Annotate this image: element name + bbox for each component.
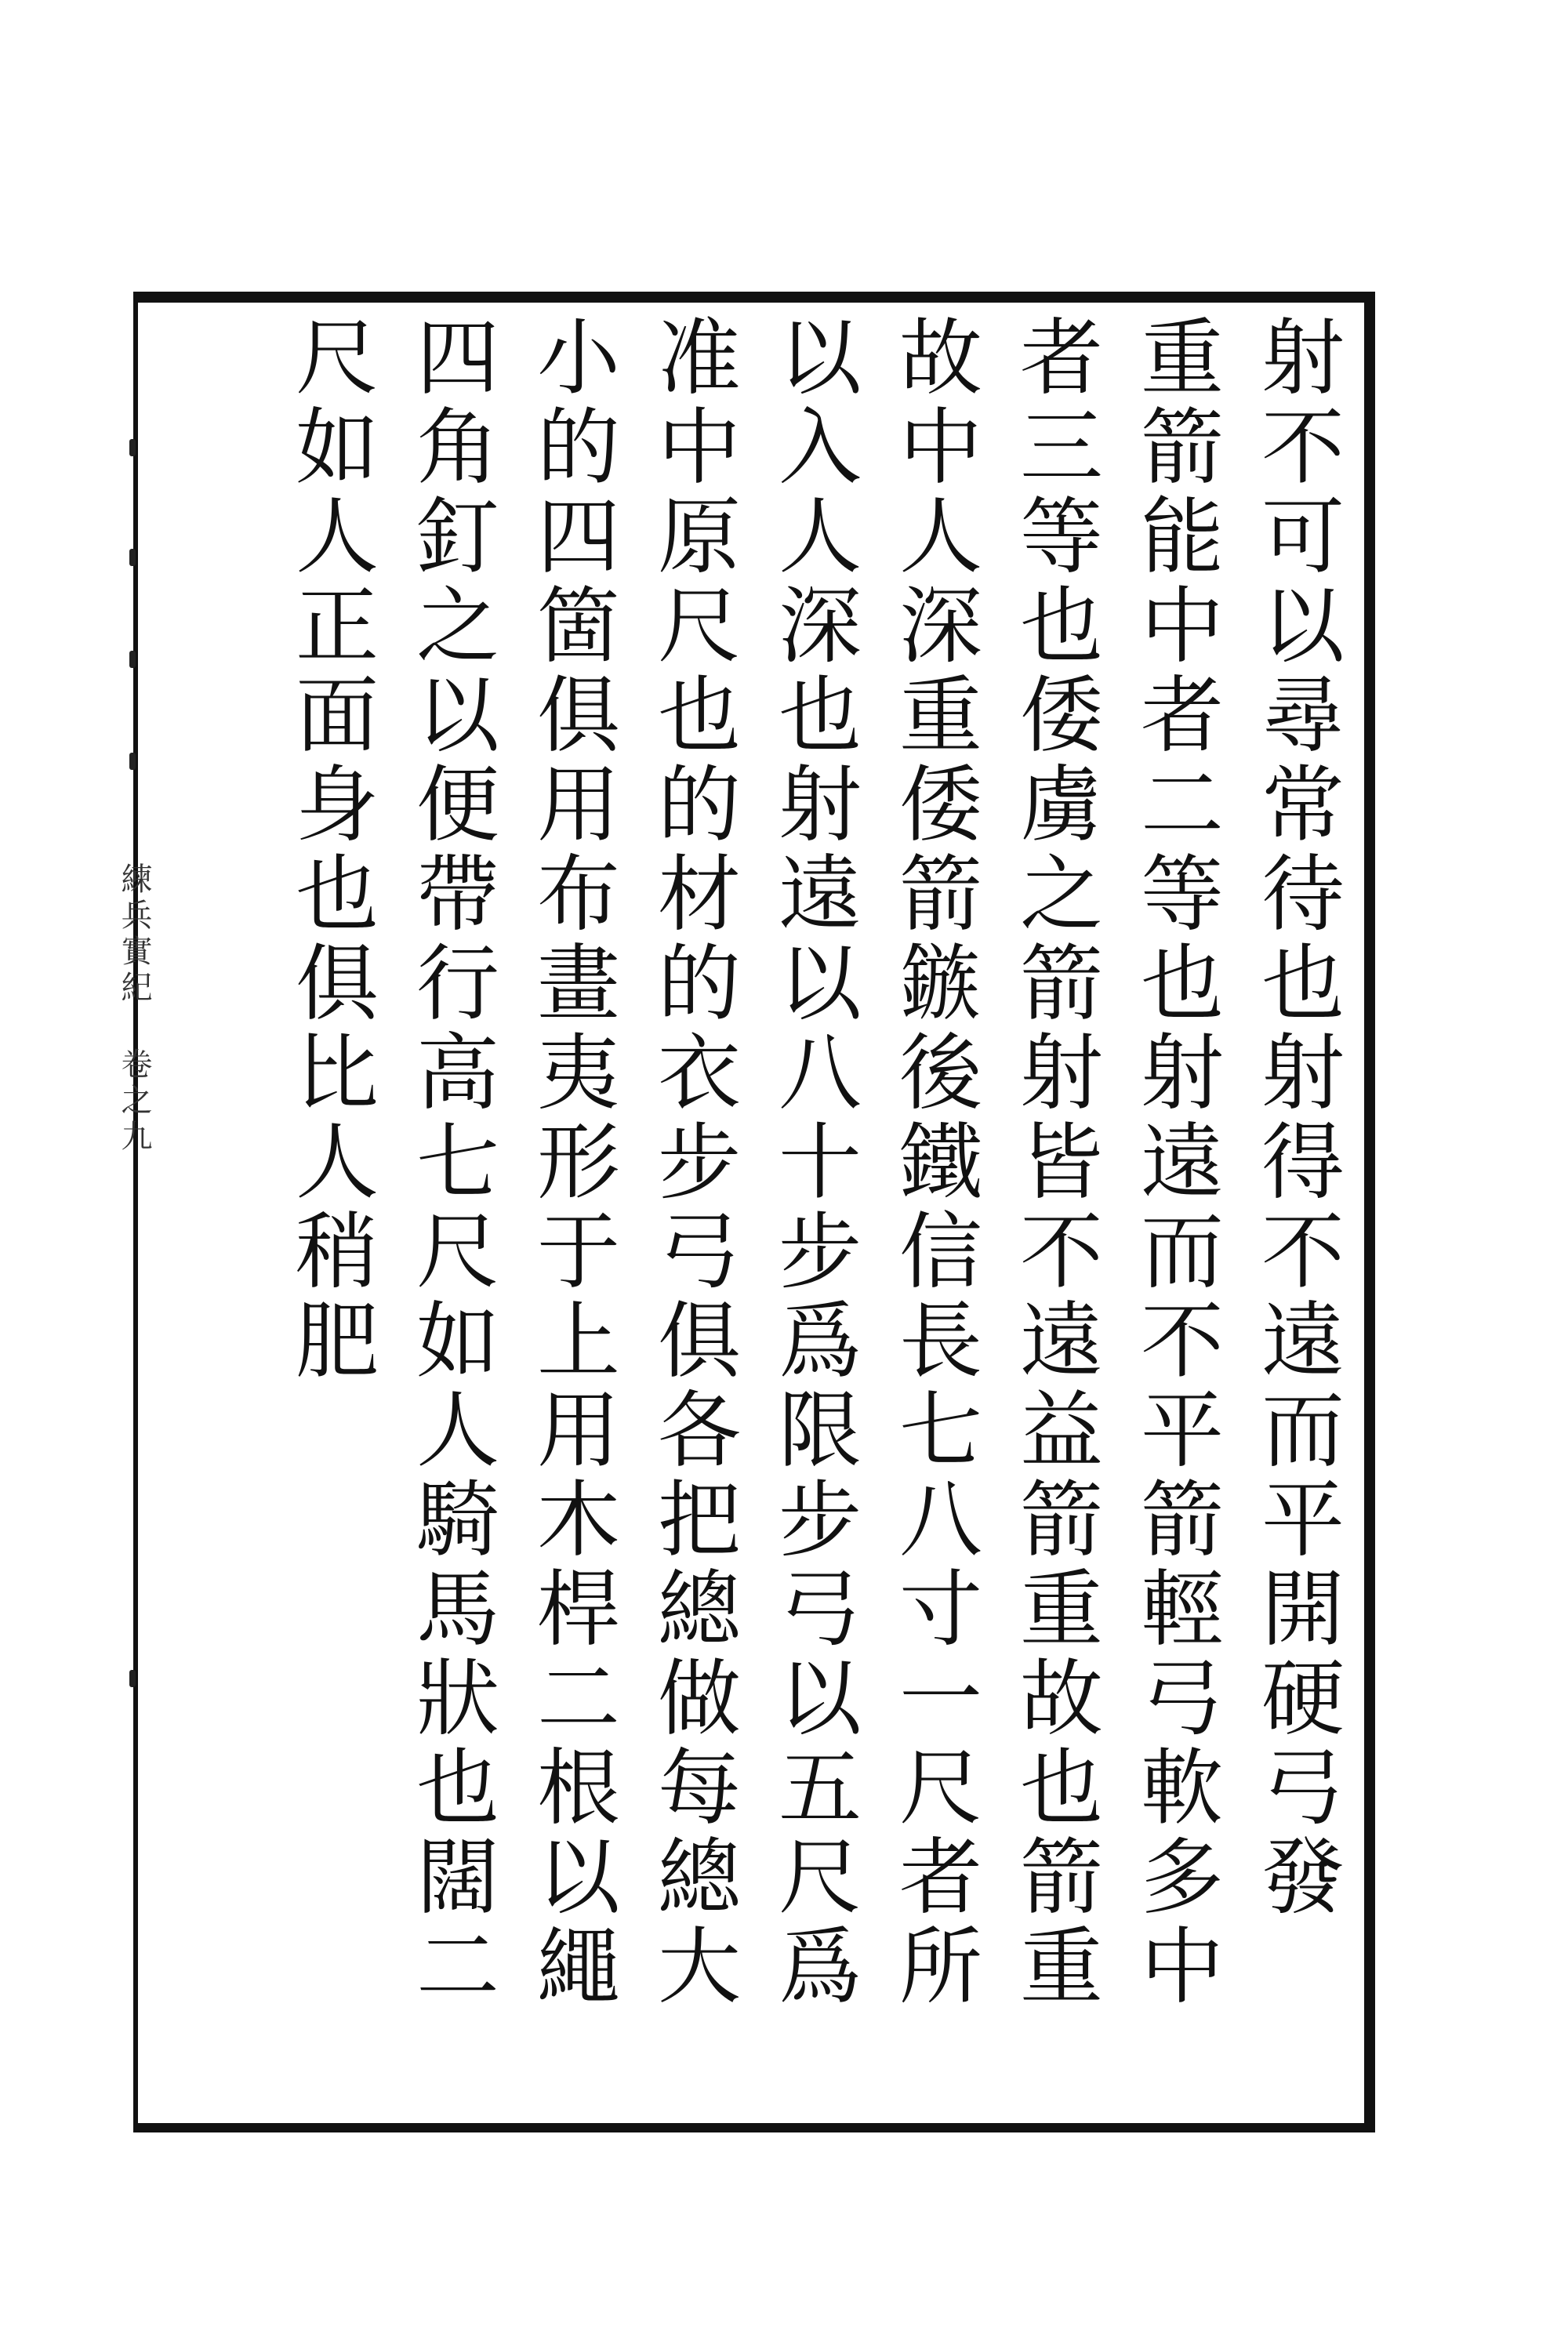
gutter-label: 練兵實紀 卷之九 — [116, 862, 152, 1156]
frame-top-rule — [133, 292, 1372, 303]
text-column-1: 射不可以尋常待也射得不遠而平開硬弓發 — [1248, 314, 1345, 1922]
frame-bottom-rule — [133, 2123, 1372, 2132]
text-column-9: 尺如人正面身也俱比人稍肥 — [282, 314, 379, 1386]
text-column-5: 以入人深也射遠以八十步爲限步弓以五尺爲 — [765, 314, 862, 2012]
margin-mark — [129, 651, 136, 668]
margin-mark — [129, 549, 136, 566]
margin-mark — [129, 753, 136, 770]
text-block — [149, 314, 1356, 2109]
frame-right-rule — [1364, 292, 1375, 2132]
text-column-7: 小的四箇俱用布畫夷形于上用木桿二根以繩 — [524, 314, 620, 2012]
text-column-2: 重箭能中者二等也射遠而不平箭輕弓軟多中 — [1127, 314, 1224, 2012]
text-column-6: 准中原尺也的材的衣步弓俱各把總做每總大 — [644, 314, 741, 2012]
margin-mark — [129, 439, 136, 456]
text-column-8: 四角釘之以便帶行高七尺如人騎馬狀也闊二 — [403, 314, 499, 2012]
text-column-3: 者三等也倭虜之箭射皆不遠益箭重故也箭重 — [1007, 314, 1103, 2012]
margin-mark — [129, 1670, 136, 1687]
text-column-4: 故中人深重倭箭鏃後鐵信長七八寸一尺者所 — [886, 314, 982, 2012]
